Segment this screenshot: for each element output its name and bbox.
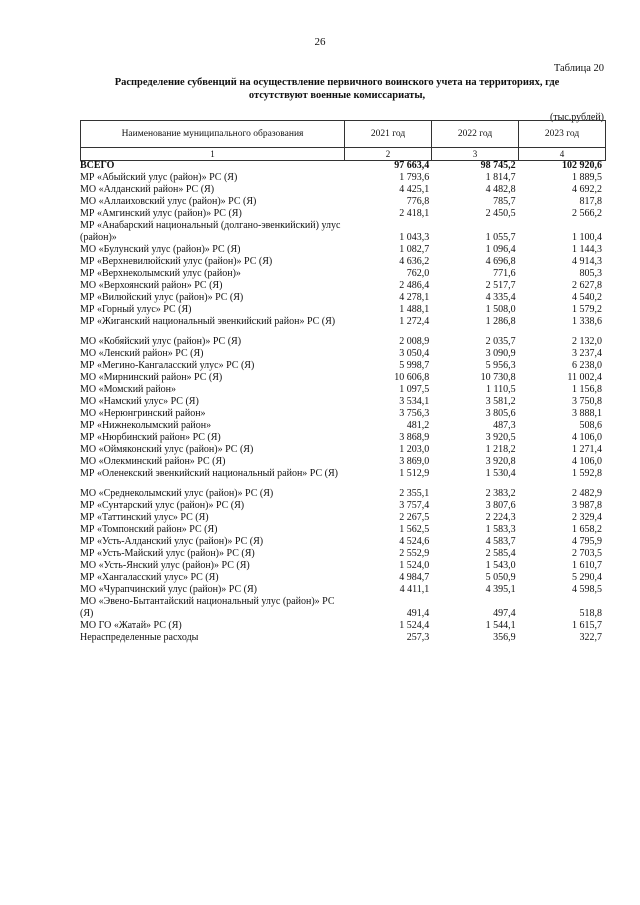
municipality-name: МО «Алданский район» РС (Я) (80, 184, 215, 195)
value-2023: 4 106,0 (571, 456, 602, 467)
value-2023: 518,8 (579, 608, 602, 619)
value-2022: 356,9 (493, 632, 516, 643)
value-2023: 1 156,8 (571, 384, 602, 395)
value-2021: 4 411,1 (399, 584, 430, 595)
table-row (80, 384, 605, 396)
municipality-name: МР «Томпонский район» РС (Я) (80, 524, 218, 535)
value-2022: 3 581,2 (485, 396, 516, 407)
table-row (80, 280, 605, 292)
value-2021: 2 267,5 (399, 512, 430, 523)
header-2023: 2023 год (519, 121, 606, 148)
header-2021: 2021 год (345, 121, 432, 148)
value-2022: 1 110,5 (486, 384, 516, 395)
municipality-name: МО «Момский район» (80, 384, 177, 395)
value-2021: 10 606,8 (394, 372, 430, 383)
value-2022: 3 805,6 (485, 408, 516, 419)
col-number-2: 2 (345, 148, 432, 161)
table-row (80, 572, 605, 584)
value-2022: 1 508,0 (485, 304, 516, 315)
value-2022: 771,6 (493, 268, 516, 279)
value-2023: 1 610,7 (571, 560, 602, 571)
table-row (80, 456, 605, 468)
value-2021: 3 050,4 (399, 348, 430, 359)
table-number: Таблица 20 (553, 63, 604, 74)
municipality-name: МР «Амгинский улус (район)» РС (Я) (80, 208, 242, 219)
value-2022: 487,3 (493, 420, 516, 431)
value-2023: 508,6 (579, 420, 602, 431)
value-2022: 2 450,5 (485, 208, 516, 219)
value-2022: 3 090,9 (485, 348, 516, 359)
municipality-name: МР «Усть-Майский улус (район)» РС (Я) (80, 548, 255, 559)
value-2021: 4 636,2 (399, 256, 430, 267)
municipality-name: МР «Вилюйский улус (район)» РС (Я) (80, 292, 244, 303)
value-2022: 1 814,7 (485, 172, 516, 183)
value-2023: 2 566,2 (571, 208, 602, 219)
page-number: 26 (314, 36, 326, 48)
value-2023: 1 592,8 (571, 468, 602, 479)
municipality-name: МО «Верхоянский район» РС (Я) (80, 280, 223, 291)
value-2023: 2 132,0 (571, 336, 602, 347)
table-row (80, 348, 605, 360)
value-2021: 2 008,9 (399, 336, 430, 347)
municipality-name: МР «Нюрбинский район» РС (Я) (80, 432, 221, 443)
municipality-name: ВСЕГО (80, 160, 115, 171)
value-2023: 3 888,1 (571, 408, 602, 419)
municipality-name: МР «Таттинский улус» РС (Я) (80, 512, 209, 523)
table-row (80, 196, 605, 208)
value-2022: 785,7 (493, 196, 516, 207)
value-2022: 1 583,3 (485, 524, 516, 535)
table-body (80, 160, 605, 644)
table-row (80, 524, 605, 536)
value-2022: 3 920,5 (485, 432, 516, 443)
value-2022: 1 543,0 (485, 560, 516, 571)
table-row (80, 244, 605, 256)
municipality-name: МО «Среднеколымский улус (район)» РС (Я) (80, 488, 274, 499)
table-row (80, 220, 605, 244)
value-2023: 1 889,5 (571, 172, 602, 183)
value-2021: 4 524,6 (399, 536, 430, 547)
value-2023: 1 658,2 (571, 524, 602, 535)
municipality-name: МО «Оймяконский улус (район)» РС (Я) (80, 444, 254, 455)
table-row (80, 560, 605, 572)
table-row (80, 336, 605, 348)
municipality-name: МР «Нижнеколымский район» (80, 420, 212, 431)
header-name: Наименование муниципального образования (81, 121, 345, 148)
table-row (80, 256, 605, 268)
value-2021: 1 097,5 (399, 384, 430, 395)
value-2021: 776,8 (406, 196, 430, 207)
value-2021: 2 486,4 (399, 280, 430, 291)
table-row (80, 548, 605, 560)
municipality-name: МО «Намский улус» РС (Я) (80, 396, 199, 407)
value-2023: 4 914,3 (571, 256, 602, 267)
value-2021: 4 278,1 (399, 292, 430, 303)
table-row (80, 536, 605, 548)
value-2023: 817,8 (579, 196, 602, 207)
value-2023: 2 482,9 (571, 488, 602, 499)
municipality-name: МО «Ленский район» РС (Я) (80, 348, 204, 359)
table-row (80, 584, 605, 596)
col-number-4: 4 (519, 148, 606, 161)
value-2023: 2 627,8 (571, 280, 602, 291)
value-2023: 3 987,8 (571, 500, 602, 511)
value-2021: 1 562,5 (399, 524, 430, 535)
value-2023: 1 338,6 (571, 316, 602, 327)
value-2022: 2 035,7 (485, 336, 516, 347)
value-2022: 1 530,4 (485, 468, 516, 479)
table-row (80, 500, 605, 512)
value-2021: 3 534,1 (399, 396, 430, 407)
value-2021: 97 663,4 (394, 160, 430, 171)
value-2023: 1 144,3 (571, 244, 602, 255)
value-2021: 1 043,3 (399, 232, 430, 243)
value-2021: 1 793,6 (399, 172, 430, 183)
value-2022: 1 096,4 (485, 244, 516, 255)
table-row (80, 432, 605, 444)
total-row (80, 160, 605, 172)
value-2021: 481,2 (406, 420, 430, 431)
value-2023: 2 703,5 (571, 548, 602, 559)
value-2023: 1 615,7 (571, 620, 602, 631)
value-2023: 5 290,4 (571, 572, 602, 583)
municipality-name: МР «Горный улус» РС (Я) (80, 304, 192, 315)
table-row (80, 360, 605, 372)
value-2023: 4 598,5 (571, 584, 602, 595)
table-row (80, 408, 605, 420)
value-2021: 1 524,4 (399, 620, 430, 631)
table-row (80, 444, 605, 456)
table-header (80, 120, 606, 161)
table-row (80, 172, 605, 184)
value-2021: 5 998,7 (399, 360, 430, 371)
col-number-3: 3 (432, 148, 519, 161)
value-2023: 4 106,0 (571, 432, 602, 443)
value-2022: 1 055,7 (485, 232, 516, 243)
value-2022: 2 383,2 (485, 488, 516, 499)
municipality-name: Нераспределенные расходы (80, 632, 199, 643)
value-2022: 2 224,3 (485, 512, 516, 523)
table-row (80, 488, 605, 500)
table-row (80, 632, 605, 644)
value-2023: 4 795,9 (571, 536, 602, 547)
value-2023: 1 100,4 (571, 232, 602, 243)
table-row (80, 316, 605, 328)
municipality-name: МР «Оленекский эвенкийский национальный район» РС (Я) (80, 468, 338, 479)
municipality-name: МР «Сунтарский улус (район)» РС (Я) (80, 500, 245, 511)
table-title: Распределение субвенций на осуществление первичного воинского учета на территориях, где отсутствуют военные комиссариаты, (114, 77, 560, 101)
value-2023: 3 237,4 (571, 348, 602, 359)
value-2021: 1 524,0 (399, 560, 430, 571)
value-2023: 102 920,6 (561, 160, 602, 171)
municipality-name: МР «Верхневилюйский улус (район)» РС (Я) (80, 256, 273, 267)
municipality-name: МР «Мегино-Кангаласский улус» РС (Я) (80, 360, 255, 371)
table-row (80, 208, 605, 220)
value-2021: 1 082,7 (399, 244, 430, 255)
municipality-name: МО «Булунский улус (район)» РС (Я) (80, 244, 241, 255)
value-2021: 3 756,3 (399, 408, 430, 419)
municipality-name: МО ГО «Жатай» РС (Я) (80, 620, 182, 631)
value-2023: 805,3 (579, 268, 602, 279)
value-2021: 1 488,1 (399, 304, 430, 315)
table-row (80, 304, 605, 316)
table-row (80, 268, 605, 280)
value-2023: 11 002,4 (567, 372, 602, 383)
value-2022: 4 482,8 (485, 184, 516, 195)
value-2022: 3 807,6 (485, 500, 516, 511)
value-2023: 1 579,2 (571, 304, 602, 315)
value-2023: 3 750,8 (571, 396, 602, 407)
value-2023: 2 329,4 (571, 512, 602, 523)
table-row (80, 396, 605, 408)
value-2022: 5 050,9 (485, 572, 516, 583)
value-2021: 762,0 (406, 268, 430, 279)
municipality-name: МО «Чурапчинский улус (район)» РС (Я) (80, 584, 257, 595)
municipality-name: МО «Олекминский район» РС (Я) (80, 456, 226, 467)
value-2021: 4 425,1 (399, 184, 430, 195)
value-2022: 4 395,1 (485, 584, 516, 595)
municipality-name: МО «Эвено-Бытантайский национальный улус (район)» РС (Я) (80, 596, 335, 619)
value-2021: 257,3 (406, 632, 430, 643)
col-number-1: 1 (81, 148, 345, 161)
municipality-name: МР «Усть-Алданский улус (район)» РС (Я) (80, 536, 264, 547)
value-2021: 2 418,1 (399, 208, 430, 219)
value-2021: 1 203,0 (399, 444, 430, 455)
municipality-name: МО «Нерюнгринский район» (80, 408, 206, 419)
value-2022: 5 956,3 (485, 360, 516, 371)
value-2021: 2 355,1 (399, 488, 430, 499)
unit-label: (тыс.рублей) (549, 112, 604, 123)
value-2022: 4 583,7 (485, 536, 516, 547)
municipality-name: МО «Аллаиховский улус (район)» РС (Я) (80, 196, 257, 207)
value-2022: 4 696,8 (485, 256, 516, 267)
value-2022: 3 920,8 (485, 456, 516, 467)
value-2023: 4 692,2 (571, 184, 602, 195)
value-2021: 1 512,9 (399, 468, 430, 479)
value-2022: 1 544,1 (485, 620, 516, 631)
table-row (80, 620, 605, 632)
municipality-name: МР «Абыйский улус (район)» РС (Я) (80, 172, 238, 183)
table-row (80, 468, 605, 480)
value-2021: 3 869,0 (399, 456, 430, 467)
value-2022: 98 745,2 (480, 160, 516, 171)
value-2021: 3 757,4 (399, 500, 430, 511)
table-row (80, 420, 605, 432)
table-row (80, 512, 605, 524)
value-2023: 4 540,2 (571, 292, 602, 303)
municipality-name: МР «Жиганский национальный эвенкийский район» РС (Я) (80, 316, 336, 327)
value-2021: 1 272,4 (399, 316, 430, 327)
municipality-name: МР «Верхнеколымский улус (район)» (80, 268, 241, 279)
value-2022: 10 730,8 (480, 372, 516, 383)
value-2021: 491,4 (406, 608, 430, 619)
municipality-name: МО «Мирнинский район» РС (Я) (80, 372, 223, 383)
municipality-name: МР «Хангаласский улус» РС (Я) (80, 572, 219, 583)
value-2021: 3 868,9 (399, 432, 430, 443)
table-row (80, 184, 605, 196)
value-2022: 2 585,4 (485, 548, 516, 559)
value-2022: 2 517,7 (485, 280, 516, 291)
header-2022: 2022 год (432, 121, 519, 148)
value-2023: 6 238,0 (571, 360, 602, 371)
municipality-name: МО «Усть-Янский улус (район)» РС (Я) (80, 560, 250, 571)
municipality-name: МО «Кобяйский улус (район)» РС (Я) (80, 336, 242, 347)
table-row (80, 292, 605, 304)
value-2022: 1 218,2 (485, 444, 516, 455)
value-2021: 2 552,9 (399, 548, 430, 559)
value-2023: 322,7 (579, 632, 602, 643)
value-2023: 1 271,4 (571, 444, 602, 455)
municipality-name: МР «Анабарский национальный (долгано-эвенкийский) улус (район)» (80, 220, 341, 243)
value-2022: 4 335,4 (485, 292, 516, 303)
table-row (80, 596, 605, 620)
value-2022: 497,4 (493, 608, 516, 619)
value-2022: 1 286,8 (485, 316, 516, 327)
value-2021: 4 984,7 (399, 572, 430, 583)
table-row (80, 372, 605, 384)
